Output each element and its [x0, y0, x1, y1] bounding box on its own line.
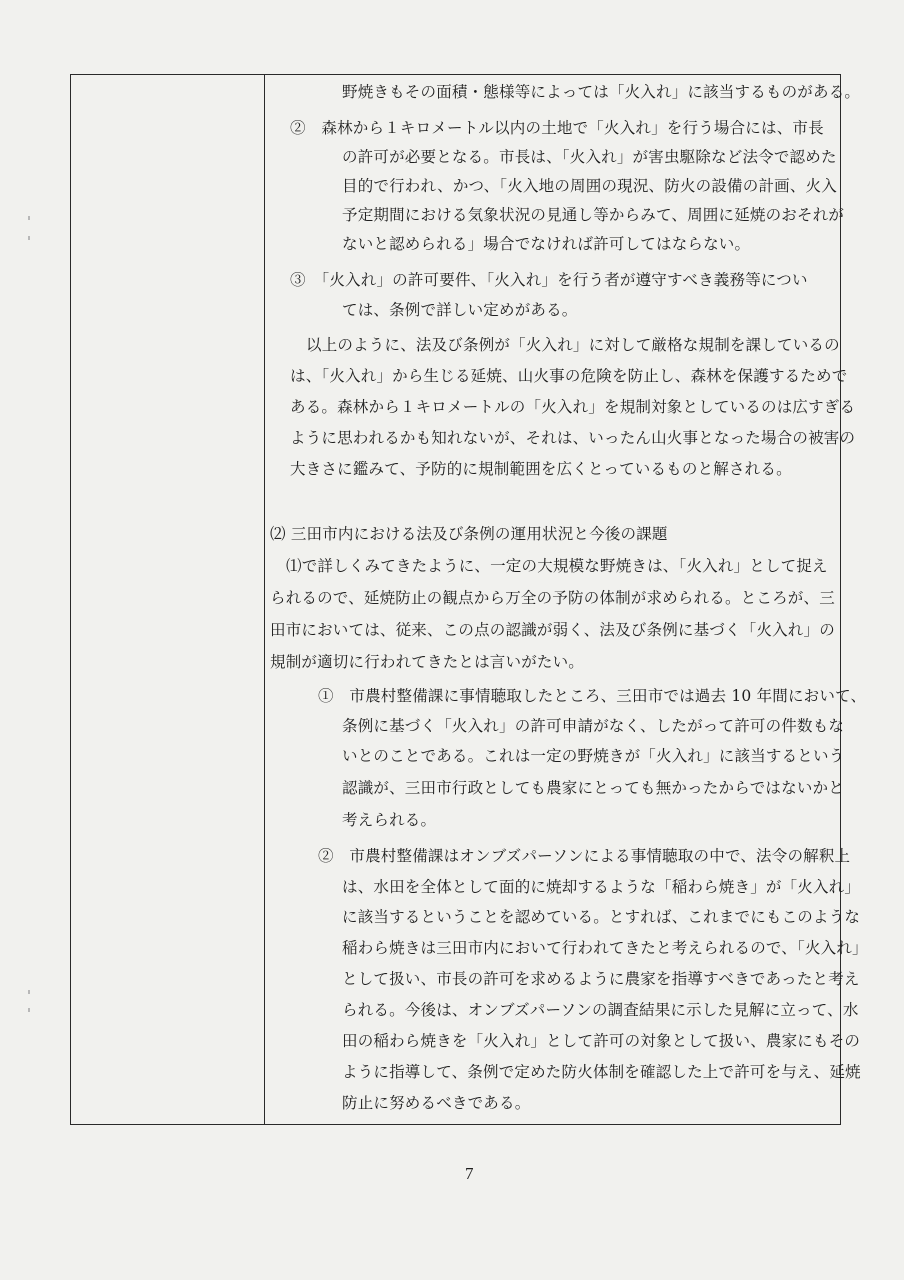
text-line: 目的で行われ、かつ、「火入地の周囲の現況、防火の設備の計画、火入	[342, 177, 837, 195]
text-line: 田の稲わら焼きを「火入れ」として許可の対象として扱い、農家にもその	[342, 1032, 861, 1050]
text-line: の許可が必要となる。市長は、「火入れ」が害虫駆除など法令で認めた	[342, 148, 837, 166]
text-line: いとのことである。これは一定の野焼きが「火入れ」に該当するという	[342, 747, 845, 765]
text-line: 認識が、三田市行政としても農家にとっても無かったからではないかと	[342, 779, 844, 797]
text-line: られるので、延焼防止の観点から万全の予防の体制が求められる。ところが、三	[270, 589, 835, 607]
section-heading: ⑵ 三田市内における法及び条例の運用状況と今後の課題	[270, 525, 668, 543]
text-line: 条例に基づく「火入れ」の許可申請がなく、したがって許可の件数もな	[342, 717, 845, 735]
text-line: ように思われるかも知れないが、それは、いったん山火事となった場合の被害の	[290, 429, 856, 447]
text-line: ③ 「火入れ」の許可要件、「火入れ」を行う者が遵守すべき義務等につい	[290, 271, 808, 289]
column-divider	[264, 74, 265, 1125]
text-line: ① 市農村整備課に事情聴取したところ、三田市では過去 10 年間において、	[318, 687, 867, 705]
text-line: 野焼きもその面積・態様等によっては「火入れ」に該当するものがある。	[342, 83, 861, 101]
page-number: 7	[465, 1164, 474, 1183]
text-line: 田市においては、従来、この点の認識が弱く、法及び条例に基づく「火入れ」の	[270, 621, 835, 639]
text-line: 大きさに鑑みて、予防的に規制範囲を広くとっているものと解される。	[290, 460, 792, 478]
text-line: ように指導して、条例で定めた防火体制を確認した上で許可を与え、延焼	[342, 1063, 861, 1081]
binding-hole-mark	[28, 990, 30, 994]
text-line: 予定期間における気象状況の見通し等からみて、周囲に延焼のおそれが	[342, 206, 845, 224]
binding-hole-mark	[28, 1008, 30, 1012]
text-line: として扱い、市長の許可を求めるように農家を指導すべきであったと考え	[342, 970, 860, 988]
text-line: は、水田を全体として面的に焼却するような「稲わら焼き」が「火入れ」	[342, 878, 861, 896]
text-line: 規制が適切に行われてきたとは言いがたい。	[270, 653, 585, 671]
text-line: 考えられる。	[342, 811, 437, 829]
text-line: ② 市農村整備課はオンブズパーソンによる事情聴取の中で、法令の解釈上	[318, 847, 851, 865]
text-line: ないと認められる」場合でなければ許可してはならない。	[342, 235, 751, 253]
text-line: 稲わら焼きは三田市内において行われてきたと考えられるので、「火入れ」	[342, 939, 868, 957]
binding-hole-mark	[28, 236, 30, 240]
text-line: ある。森林から１キロメートルの「火入れ」を規制対象としているのは広すぎる	[290, 398, 856, 416]
text-line: 防止に努めるべきである。	[342, 1094, 531, 1112]
text-line: ては、条例で詳しい定めがある。	[342, 301, 578, 319]
text-line: られる。今後は、オンブズパーソンの調査結果に示した見解に立って、水	[342, 1001, 859, 1019]
binding-hole-mark	[28, 216, 30, 220]
text-line: は、「火入れ」から生じる延焼、山火事の危険を防止し、森林を保護するためで	[290, 367, 848, 385]
text-line: 以上のように、法及び条例が「火入れ」に対して厳格な規制を課しているの	[306, 336, 840, 354]
text-line: ② 森林から１キロメートル以内の土地で「火入れ」を行う場合には、市長	[290, 119, 824, 137]
text-line: ⑴で詳しくみてきたように、一定の大規模な野焼きは、「火入れ」として捉え	[286, 557, 828, 575]
text-line: に該当するということを認めている。とすれば、これまでにもこのような	[342, 908, 861, 926]
